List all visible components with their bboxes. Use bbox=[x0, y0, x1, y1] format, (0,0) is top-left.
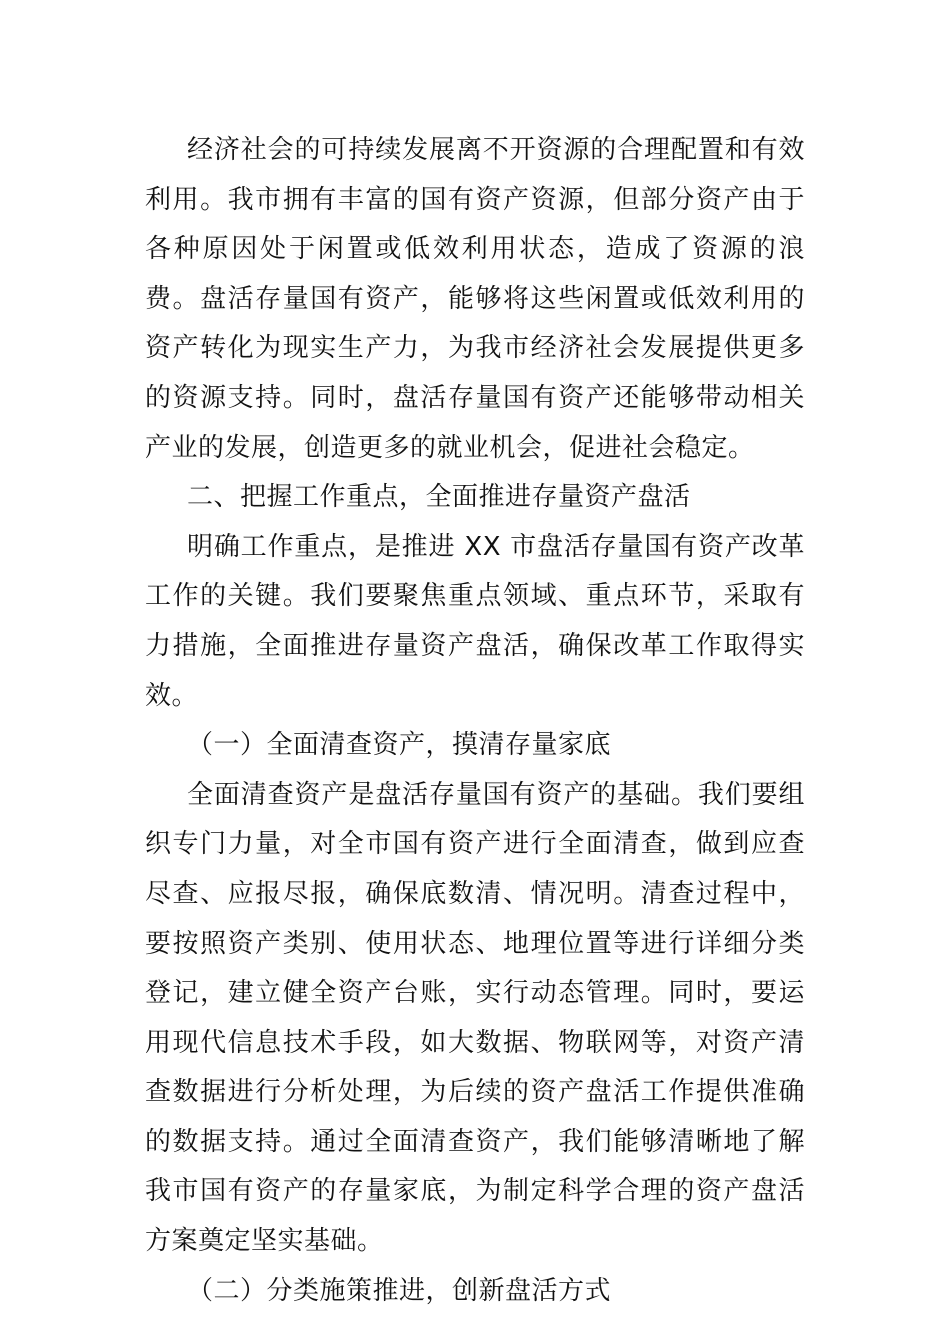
paragraph-work-focus: 明确工作重点，是推进 XX 市盘活存量国有资产改革工作的关键。我们要聚焦重点领域、重点环节，采取有力措施，全面推进存量资产盘活，确保改革工作取得实效。 bbox=[145, 531, 805, 711]
paragraph-resource-utilization: 经济社会的可持续发展离不开资源的合理配置和有效利用。我市拥有丰富的国有资产资源，但部分资产由于各种原因处于闲置或低效利用状态，造成了资源的浪费。盘活存量国有资产，能够将这些闲置或低效利用的资产转化为现实生产力，为我市经济社会发展提供更多的资源支持。同时，盘活存量国有资产还能够带动相关产业的发展，创造更多的就业机会，促进社会稳定。 bbox=[145, 135, 805, 463]
paragraph-asset-inventory: 全面清查资产是盘活存量国有资产的基础。我们要组织专门力量，对全市国有资产进行全面清查，做到应查尽查、应报尽报，确保底数清、情况明。清查过程中，要按照资产类别、使用状态、地理位置等进行详细分类登记，建立健全资产台账，实行动态管理。同时，要运用现代信息技术手段，如大数据、物联网等，对资产清查数据进行分析处理，为后续的资产盘活工作提供准确的数据支持。通过全面清查资产，我们能够清晰地了解我市国有资产的存量家底，为制定科学合理的资产盘活方案奠定坚实基础。 bbox=[145, 779, 805, 1257]
subheading-two: （二）分类施策推进，创新盘活方式 bbox=[187, 1275, 612, 1306]
document-body bbox=[145, 126, 805, 1316]
subheading-one: （一）全面清查资产，摸清存量家底 bbox=[187, 730, 612, 761]
section-heading-two: 二、把握工作重点，全面推进存量资产盘活 bbox=[187, 482, 691, 513]
